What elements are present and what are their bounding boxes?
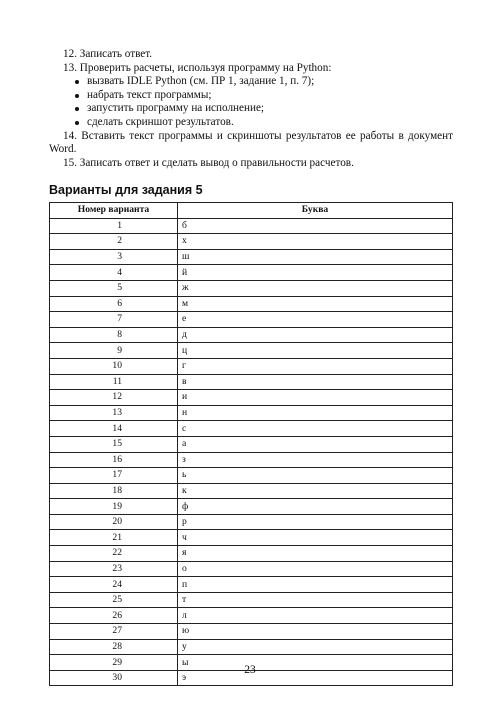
variant-number-cell: 27 (50, 624, 178, 640)
bullet-dot-icon (75, 94, 79, 98)
letter-cell: т (178, 592, 453, 608)
letter-cell: з (178, 452, 453, 468)
letter-cell: н (178, 405, 453, 421)
variant-number-cell: 5 (50, 280, 178, 296)
variant-number-cell: 19 (50, 499, 178, 515)
header-letter: Буква (178, 203, 453, 219)
table-row (50, 218, 453, 234)
table-row (50, 608, 453, 624)
letter-cell: с (178, 421, 453, 437)
table-header-row (50, 203, 453, 219)
variant-number-cell: 8 (50, 327, 178, 343)
table-row (50, 390, 453, 406)
step-14: 14. Вставить текст программы и скриншоты результатов ее работы в документ Word. (49, 129, 453, 156)
variant-number-cell: 12 (50, 390, 178, 406)
table-row (50, 561, 453, 577)
variant-number-cell: 26 (50, 608, 178, 624)
letter-cell: ы (178, 655, 453, 671)
variant-number-cell: 30 (50, 670, 178, 686)
step-12: 12. Записать ответ. (63, 48, 153, 60)
bullet-dot-icon (75, 107, 79, 111)
variant-number-cell: 28 (50, 639, 178, 655)
letter-cell: б (178, 218, 453, 234)
letter-cell: о (178, 561, 453, 577)
table-row (50, 499, 453, 515)
bullet-dot-icon (75, 121, 79, 125)
letter-cell: ч (178, 530, 453, 546)
table-row (50, 358, 453, 374)
letter-cell: э (178, 670, 453, 686)
variant-number-cell: 21 (50, 530, 178, 546)
letter-cell: к (178, 483, 453, 499)
variant-number-cell: 22 (50, 546, 178, 562)
letter-cell: м (178, 296, 453, 312)
table-row (50, 530, 453, 546)
variant-number-cell: 23 (50, 561, 178, 577)
variant-number-cell: 7 (50, 312, 178, 328)
letter-cell: р (178, 514, 453, 530)
bullet-item: сделать скриншот результатов. (75, 116, 453, 130)
letter-cell: г (178, 358, 453, 374)
letter-cell: л (178, 608, 453, 624)
variant-number-cell: 29 (50, 655, 178, 671)
table-row (50, 592, 453, 608)
variant-number-cell: 13 (50, 405, 178, 421)
letter-cell: ц (178, 343, 453, 359)
table-row (50, 343, 453, 359)
letter-cell: ю (178, 624, 453, 640)
table-row (50, 265, 453, 281)
variant-number-cell: 20 (50, 514, 178, 530)
letter-cell: ь (178, 468, 453, 484)
table-row (50, 514, 453, 530)
instructions-block (49, 48, 453, 170)
table-row (50, 468, 453, 484)
table-row (50, 577, 453, 593)
table-row (50, 421, 453, 437)
variant-number-cell: 25 (50, 592, 178, 608)
letter-cell: ж (178, 280, 453, 296)
table-row (50, 452, 453, 468)
table-row (50, 296, 453, 312)
table-row (50, 436, 453, 452)
step-13-bullets (49, 75, 453, 129)
table-row (50, 624, 453, 640)
table-row (50, 249, 453, 265)
letter-cell: я (178, 546, 453, 562)
variants-table (49, 202, 453, 686)
step-13: 13. Проверить расчеты, используя программу на Python: (63, 61, 332, 74)
letter-cell: и (178, 390, 453, 406)
table-row (50, 405, 453, 421)
letter-cell: д (178, 327, 453, 343)
variant-number-cell: 3 (50, 249, 178, 265)
letter-cell: й (178, 265, 453, 281)
table-row (50, 374, 453, 390)
bullet-item: вызвать IDLE Python (см. ПР 1, задание 1, п. 7); (75, 75, 453, 89)
variant-number-cell: 1 (50, 218, 178, 234)
table-row (50, 280, 453, 296)
letter-cell: п (178, 577, 453, 593)
letter-cell: х (178, 234, 453, 250)
letter-cell: в (178, 374, 453, 390)
header-variant-number: Номер варианта (50, 203, 178, 219)
table-row (50, 546, 453, 562)
variant-number-cell: 6 (50, 296, 178, 312)
variant-number-cell: 2 (50, 234, 178, 250)
variant-number-cell: 24 (50, 577, 178, 593)
variant-number-cell: 10 (50, 358, 178, 374)
variant-number-cell: 15 (50, 436, 178, 452)
variant-number-cell: 14 (50, 421, 178, 437)
variant-number-cell: 17 (50, 468, 178, 484)
table-row (50, 312, 453, 328)
table-row (50, 639, 453, 655)
variant-number-cell: 4 (50, 265, 178, 281)
bullet-item: запустить программу на исполнение; (75, 102, 453, 116)
step-15: 15. Записать ответ и сделать вывод о правильности расчетов. (63, 156, 354, 169)
variant-number-cell: 16 (50, 452, 178, 468)
letter-cell: е (178, 312, 453, 328)
bullet-item: набрать текст программы; (75, 89, 453, 103)
letter-cell: у (178, 639, 453, 655)
letter-cell: а (178, 436, 453, 452)
section-title: Варианты для задания 5 (49, 183, 203, 197)
variant-number-cell: 18 (50, 483, 178, 499)
table-row (50, 234, 453, 250)
letter-cell: ф (178, 499, 453, 515)
letter-cell: ш (178, 249, 453, 265)
page-number: 23 (244, 664, 256, 676)
bullet-dot-icon (75, 80, 79, 84)
table-row (50, 327, 453, 343)
table-row (50, 483, 453, 499)
variant-number-cell: 11 (50, 374, 178, 390)
variant-number-cell: 9 (50, 343, 178, 359)
variants-table-body (50, 218, 453, 686)
